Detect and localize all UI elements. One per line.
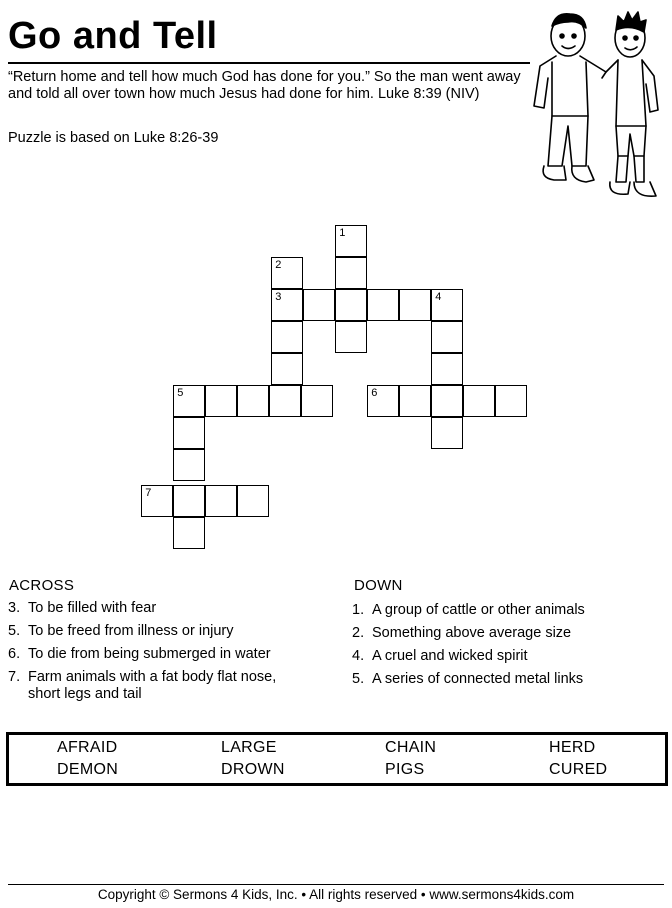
copyright-footer: Copyright © Sermons 4 Kids, Inc. • All rights reserved • www.sermons4kids.com bbox=[97, 887, 575, 902]
crossword-cell[interactable] bbox=[237, 385, 269, 417]
crossword-cell[interactable] bbox=[335, 321, 367, 353]
across-clue: 3. To be filled with fear bbox=[8, 600, 157, 616]
clue-number: 5 bbox=[177, 387, 184, 400]
clue-number: 2 bbox=[275, 259, 282, 272]
clue-number: 4 bbox=[435, 291, 442, 304]
word-bank-word: CHAIN bbox=[385, 739, 437, 756]
crossword-cell[interactable] bbox=[335, 257, 367, 289]
word-bank-word: DEMON bbox=[57, 761, 119, 778]
word-bank-word: CURED bbox=[549, 761, 608, 778]
crossword-cell[interactable] bbox=[271, 353, 303, 385]
down-clue-list bbox=[352, 602, 662, 694]
crossword-cell[interactable] bbox=[173, 385, 205, 417]
crossword-cell[interactable] bbox=[269, 385, 301, 417]
down-clue: 4. A cruel and wicked spirit bbox=[352, 648, 528, 664]
crossword-cell[interactable] bbox=[303, 289, 335, 321]
crossword-cell[interactable] bbox=[301, 385, 333, 417]
across-clue: 7. Farm animals with a fat body flat nose, short legs and tail bbox=[8, 669, 277, 702]
across-heading: ACROSS bbox=[9, 577, 75, 594]
clue-number: 1 bbox=[339, 227, 346, 240]
crossword-cell[interactable] bbox=[173, 517, 205, 549]
bible-verse: “Return home and tell how much God has done for you.” So the man went away and told all over town how much Jesus had done for him. Luke 8:39 (NIV) bbox=[8, 69, 521, 102]
clue-number: 6 bbox=[371, 387, 378, 400]
crossword-cell[interactable] bbox=[399, 289, 431, 321]
word-bank bbox=[6, 732, 668, 786]
across-clue: 5. To be freed from illness or injury bbox=[8, 623, 234, 639]
word-bank-word: DROWN bbox=[221, 761, 285, 778]
crossword-cell[interactable] bbox=[173, 485, 205, 517]
crossword-cell[interactable] bbox=[271, 321, 303, 353]
word-bank-word: LARGE bbox=[221, 739, 277, 756]
down-clue: 5. A series of connected metal links bbox=[352, 671, 584, 687]
crossword-cell[interactable] bbox=[431, 417, 463, 449]
down-clue: 2. Something above average size bbox=[352, 625, 572, 641]
crossword-cell[interactable] bbox=[431, 321, 463, 353]
crossword-cell[interactable] bbox=[495, 385, 527, 417]
down-clue: 1. A group of cattle or other animals bbox=[352, 602, 585, 618]
crossword-cell[interactable] bbox=[173, 417, 205, 449]
puzzle-source: Puzzle is based on Luke 8:26-39 bbox=[8, 130, 219, 146]
crossword-cell[interactable] bbox=[335, 225, 367, 257]
word-bank-word: AFRAID bbox=[57, 739, 118, 756]
crossword-cell[interactable] bbox=[141, 485, 173, 517]
crossword-cell[interactable] bbox=[271, 289, 303, 321]
word-bank-word: HERD bbox=[549, 739, 596, 756]
clue-number: 3 bbox=[275, 291, 282, 304]
crossword-cell[interactable] bbox=[173, 449, 205, 481]
crossword-cell[interactable] bbox=[463, 385, 495, 417]
word-bank-word: PIGS bbox=[385, 761, 425, 778]
crossword-cell[interactable] bbox=[205, 385, 237, 417]
page-title: Go and Tell bbox=[8, 15, 218, 57]
crossword-cell[interactable] bbox=[237, 485, 269, 517]
crossword-cell[interactable] bbox=[367, 385, 399, 417]
crossword-cell[interactable] bbox=[431, 289, 463, 321]
crossword-cell[interactable] bbox=[335, 289, 367, 321]
crossword-cell[interactable] bbox=[271, 257, 303, 289]
across-clue: 6. To die from being submerged in water bbox=[8, 646, 271, 662]
crossword-cell[interactable] bbox=[367, 289, 399, 321]
down-heading: DOWN bbox=[354, 577, 403, 594]
crossword-cell[interactable] bbox=[205, 485, 237, 517]
clue-number: 7 bbox=[145, 487, 152, 500]
across-clue-list bbox=[8, 600, 318, 709]
footer-divider bbox=[8, 884, 664, 885]
crossword-cell[interactable] bbox=[431, 385, 463, 417]
crossword-cell[interactable] bbox=[431, 353, 463, 385]
crossword-cell[interactable] bbox=[399, 385, 431, 417]
